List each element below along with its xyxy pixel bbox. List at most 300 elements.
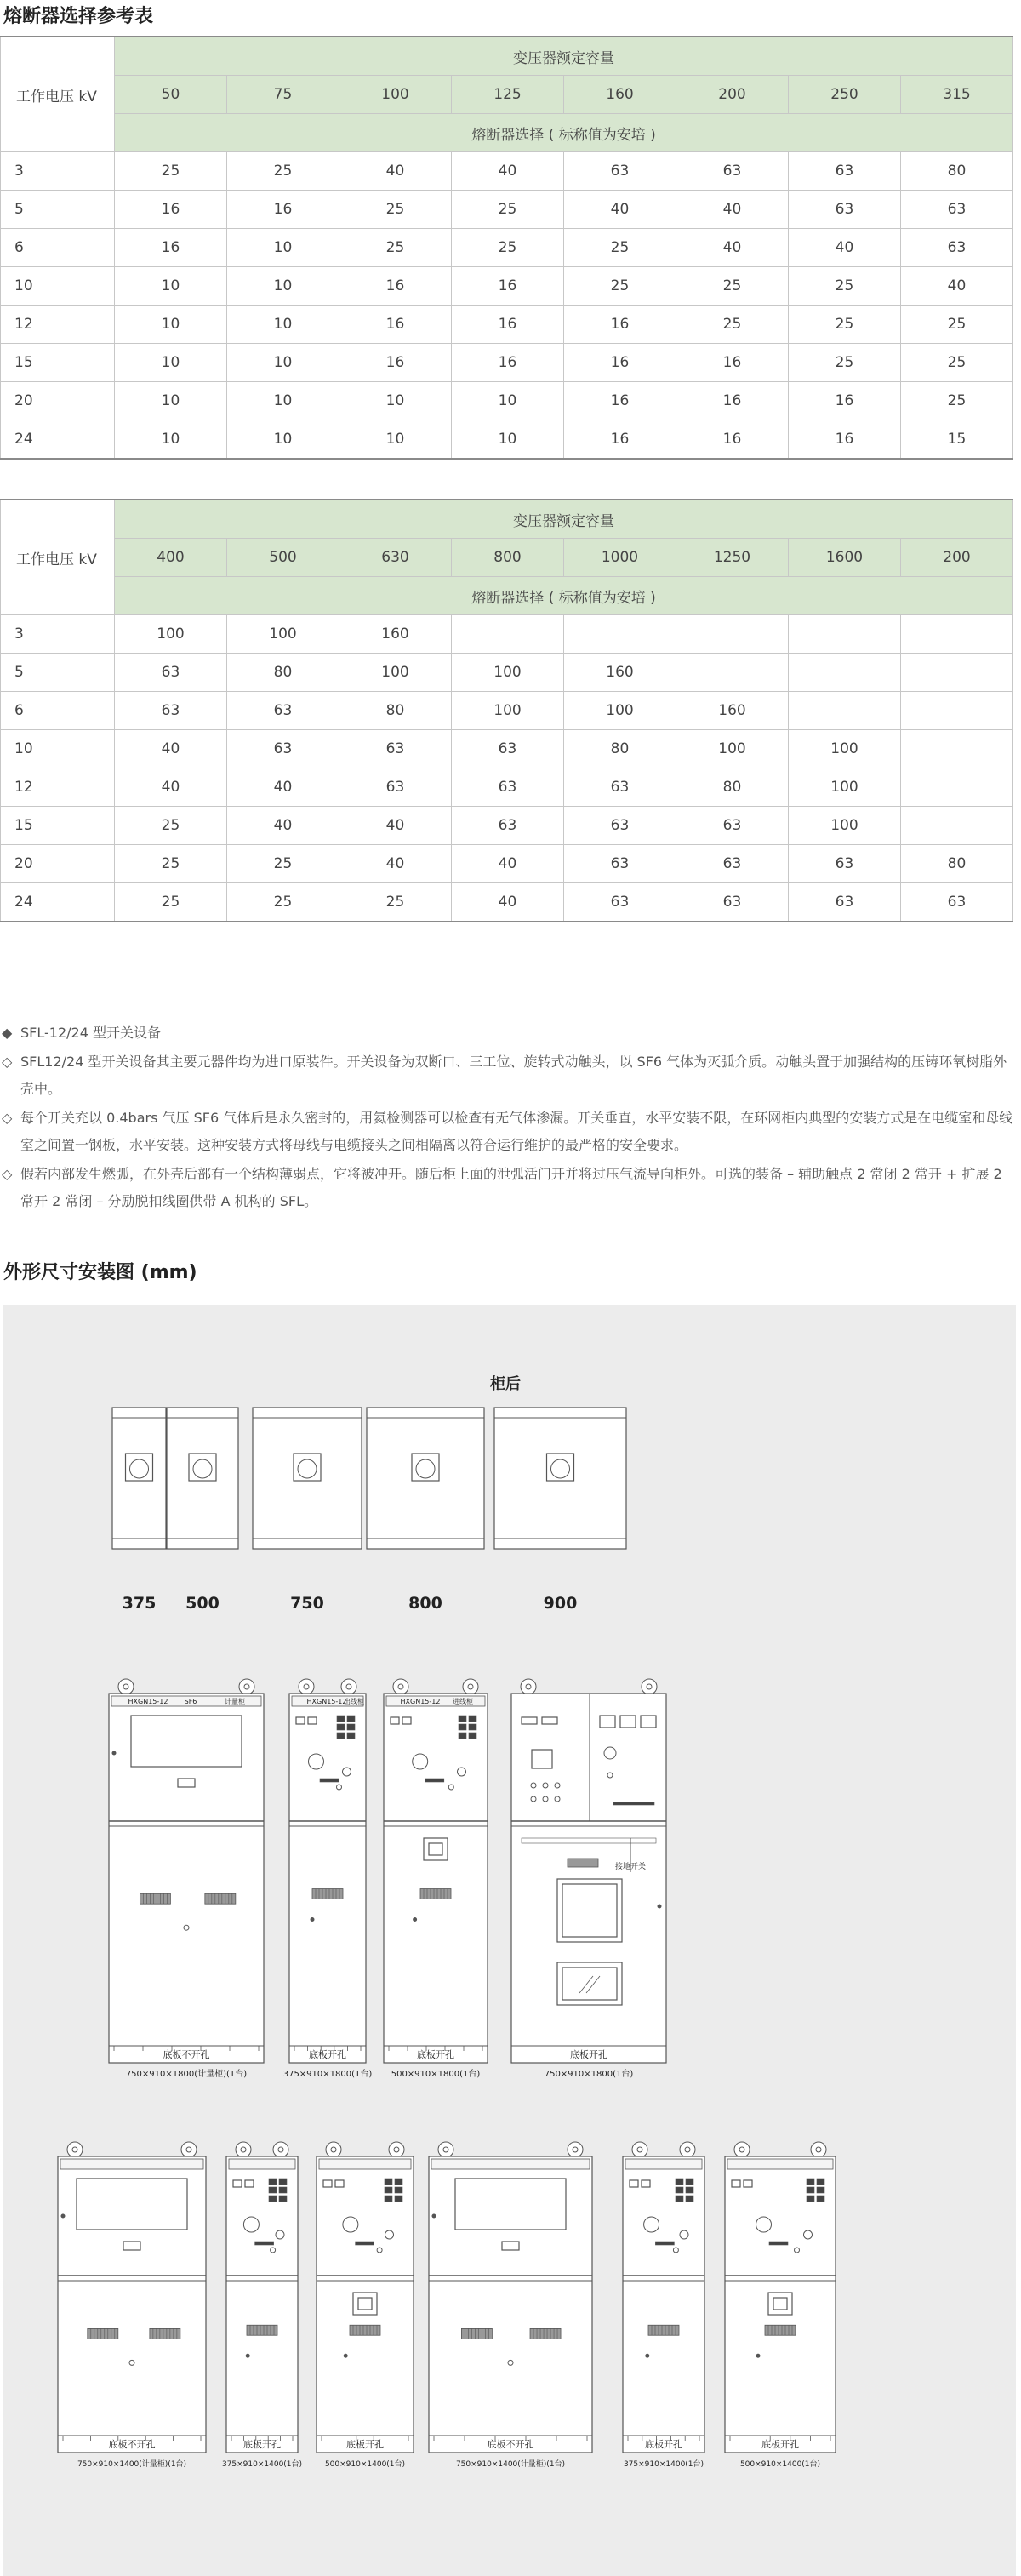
table-cell: 10 <box>452 382 564 420</box>
capacity-col-0: 400 <box>115 539 227 577</box>
switch-button <box>337 1733 345 1739</box>
table-row <box>1 654 1013 692</box>
lifting-eye-hole <box>637 2147 642 2152</box>
row-voltage: 12 <box>1 306 115 344</box>
description-text: SFL12/24 型开关设备其主要元器件均为进口原装件。开关设备为双断口、三工位、旋转式动触头，以 SF6 气体为灭弧介质。动触头置于加强结构的压铸环氧树脂外壳中。 <box>20 1054 1007 1097</box>
door-knob-icon <box>508 2360 513 2365</box>
switch-button <box>269 2179 277 2185</box>
table-cell: 160 <box>339 615 452 654</box>
table-cell: 63 <box>452 807 564 845</box>
knob-icon <box>531 1783 536 1788</box>
cabinet-caption: 750×910×1800(1台) <box>544 2070 634 2079</box>
table-cell: 10 <box>227 229 339 267</box>
cabinet-header <box>625 2159 702 2169</box>
cabinet-caption: 500×910×1400(1台) <box>324 2460 406 2469</box>
table-cell: 16 <box>676 382 789 420</box>
table-cell: 100 <box>789 768 901 807</box>
cabinet-caption: 500×910×1400(1台) <box>739 2460 821 2469</box>
table-cell: 16 <box>676 420 789 460</box>
table-cell <box>789 615 901 654</box>
description-text: 每个开关充以 0.4bars 气压 SF6 气体后是永久密封的，用氦检测器可以检查有无气体渗漏。开关垂直，水平安装不限，在环网柜内典型的安装方式是在电缆室和母线室之间置一钢板，水平安装。这种安装方式将母线与电缆接头之间相隔离以符合运行维护的最严格的安全要求。 <box>20 1110 1013 1153</box>
table-row <box>1 883 1013 922</box>
cabinet-caption: 750×910×1400(计量柜)(1台) <box>455 2460 566 2469</box>
description-text: SFL-12/24 型开关设备 <box>20 1025 161 1041</box>
door-handle-icon <box>414 1918 417 1922</box>
table-cell: 16 <box>452 306 564 344</box>
table-cell: 40 <box>115 730 227 768</box>
description-item <box>0 1161 1017 1215</box>
table-cell: 16 <box>564 306 676 344</box>
panel-head-text: 计量柜 <box>225 1698 245 1705</box>
lifting-eye-hole <box>123 1684 128 1689</box>
knob-icon <box>337 1785 342 1790</box>
row-voltage: 20 <box>1 845 115 883</box>
table-cell: 10 <box>227 267 339 306</box>
capacity-col-1: 500 <box>227 539 339 577</box>
table-cell: 63 <box>115 692 227 730</box>
position-slot <box>613 1802 654 1805</box>
table-cell: 80 <box>564 730 676 768</box>
lifting-eye-hole <box>398 1684 403 1689</box>
vent-grille <box>420 1889 451 1899</box>
table-cell: 10 <box>227 382 339 420</box>
door-label: 接地开关 <box>614 1863 647 1871</box>
capacity-col-3: 125 <box>452 76 564 114</box>
table-cell: 63 <box>676 845 789 883</box>
table-cell: 25 <box>115 152 227 191</box>
table-cell: 63 <box>115 654 227 692</box>
table-row <box>1 807 1013 845</box>
fuse-table-2 <box>0 499 1013 922</box>
table-row <box>1 768 1013 807</box>
floor-label: 底板开孔 <box>417 2049 454 2060</box>
table-cell <box>564 615 676 654</box>
lifting-eye-hole <box>526 1684 531 1689</box>
cabinet-drawings <box>3 1305 1016 2576</box>
switch-button <box>279 2187 287 2193</box>
table-cell: 63 <box>564 152 676 191</box>
table-cell: 25 <box>115 883 227 922</box>
lifting-eye-hole <box>468 1684 473 1689</box>
table-cell: 10 <box>115 306 227 344</box>
lifting-eye-hole <box>244 1684 249 1689</box>
capacity-col-6: 250 <box>789 76 901 114</box>
vent-grille <box>530 2328 561 2339</box>
table-cell: 10 <box>115 344 227 382</box>
lifting-eye-hole <box>647 1684 652 1689</box>
table-cell: 40 <box>339 152 452 191</box>
lifting-eye-hole <box>304 1684 309 1689</box>
table-cell: 40 <box>452 152 564 191</box>
table-cell: 25 <box>901 306 1013 344</box>
table-cell: 63 <box>452 768 564 807</box>
table-cell: 16 <box>789 420 901 460</box>
table-cell: 10 <box>115 267 227 306</box>
vent-grille <box>140 1893 170 1904</box>
switch-button <box>337 1724 345 1730</box>
description-item <box>0 1048 1017 1103</box>
rear-width-label: 375 <box>122 1594 157 1613</box>
cabinet-caption: 375×910×1400(1台) <box>623 2460 704 2469</box>
lifting-eye-hole <box>346 1684 351 1689</box>
table-cell: 100 <box>227 615 339 654</box>
door-knob-icon <box>129 2360 134 2365</box>
capacity-header: 变压器额定容量 <box>115 500 1013 539</box>
table-cell: 25 <box>901 344 1013 382</box>
rear-width-label: 800 <box>408 1594 442 1613</box>
switch-button <box>459 1724 466 1730</box>
knob-icon <box>795 2248 800 2253</box>
vent-grille <box>150 2328 180 2339</box>
table-cell: 63 <box>339 768 452 807</box>
table-cell: 100 <box>339 654 452 692</box>
table-cell: 80 <box>901 152 1013 191</box>
row-voltage: 6 <box>1 692 115 730</box>
row-voltage: 5 <box>1 191 115 229</box>
capacity-col-4: 1000 <box>564 539 676 577</box>
capacity-col-7: 315 <box>901 76 1013 114</box>
row-voltage: 24 <box>1 883 115 922</box>
table-cell: 63 <box>564 883 676 922</box>
lifting-eye-hole <box>685 2147 690 2152</box>
table-cell: 25 <box>564 229 676 267</box>
door-knob-icon <box>184 1925 189 1930</box>
table-cell: 63 <box>339 730 452 768</box>
table-cell: 40 <box>227 768 339 807</box>
switch-button <box>686 2179 693 2185</box>
cabinet-header <box>60 2159 203 2169</box>
floor-label: 底板开孔 <box>309 2049 346 2060</box>
switch-button <box>469 1716 476 1722</box>
vent-grille <box>247 2325 277 2335</box>
cabinet-body <box>58 2156 206 2453</box>
vent-grille <box>568 1859 598 1867</box>
table-cell: 16 <box>115 229 227 267</box>
switch-button <box>676 2179 683 2185</box>
table-cell: 80 <box>227 654 339 692</box>
capacity-col-5: 200 <box>676 76 789 114</box>
table-cell: 10 <box>339 382 452 420</box>
door-handle-icon <box>658 1905 661 1908</box>
switch-button <box>385 2179 392 2185</box>
table-cell: 63 <box>676 883 789 922</box>
row-voltage: 24 <box>1 420 115 460</box>
switch-button <box>459 1733 466 1739</box>
table-cell: 40 <box>676 191 789 229</box>
lifting-eye-hole <box>816 2147 821 2152</box>
lifting-eye-hole <box>331 2147 336 2152</box>
knob-icon <box>555 1783 560 1788</box>
table-cell <box>901 768 1013 807</box>
capacity-col-0: 50 <box>115 76 227 114</box>
table-row <box>1 229 1013 267</box>
capacity-col-7: 200 <box>901 539 1013 577</box>
switch-button <box>807 2187 814 2193</box>
table-cell: 16 <box>115 191 227 229</box>
table-row <box>1 306 1013 344</box>
switch-button <box>337 1716 345 1722</box>
vent-grille <box>648 2325 679 2335</box>
switch-button <box>279 2179 287 2185</box>
bullet-marker: ◆ <box>2 1025 13 1041</box>
table-cell: 10 <box>227 306 339 344</box>
door-handle-icon <box>756 2354 760 2357</box>
cabinet-body <box>289 1694 366 2063</box>
row-voltage: 20 <box>1 382 115 420</box>
cabinet-caption: 375×910×1400(1台) <box>221 2460 303 2469</box>
switch-button <box>385 2187 392 2193</box>
panel-head-text: 出线柜 <box>344 1698 364 1705</box>
knob-icon <box>271 2248 276 2253</box>
table-row <box>1 152 1013 191</box>
cabinet-header <box>727 2159 833 2169</box>
lifting-eye-hole <box>278 2147 283 2152</box>
table-cell: 100 <box>452 654 564 692</box>
cabinet-caption: 750×910×1800(计量柜)(1台) <box>125 2070 248 2079</box>
door-handle-icon <box>344 2354 347 2357</box>
table-cell: 25 <box>339 883 452 922</box>
rear-view-label: 柜后 <box>490 1375 521 1393</box>
knob-icon <box>543 1796 548 1802</box>
description-item <box>0 1105 1017 1159</box>
table-cell <box>452 615 564 654</box>
floor-label: 底板不开孔 <box>487 2439 534 2450</box>
switch-button <box>347 1724 355 1730</box>
bullet-marker: ◇ <box>2 1054 13 1070</box>
table-cell: 63 <box>901 229 1013 267</box>
cabinet-header <box>319 2159 411 2169</box>
cabinet-body <box>109 1694 264 2063</box>
description-list <box>0 1020 1017 1217</box>
voltage-header: 工作电压 kV <box>1 37 115 152</box>
floor-label: 底板不开孔 <box>108 2439 156 2450</box>
table-cell: 25 <box>901 382 1013 420</box>
table-cell: 10 <box>452 420 564 460</box>
fuse-header: 熔断器选择 ( 标称值为安培 ) <box>115 577 1013 615</box>
table-cell: 25 <box>789 306 901 344</box>
door-handle-icon <box>112 1751 116 1755</box>
table-cell: 25 <box>564 267 676 306</box>
table-cell: 63 <box>452 730 564 768</box>
table-cell: 100 <box>452 692 564 730</box>
row-voltage: 15 <box>1 807 115 845</box>
floor-label: 底板开孔 <box>645 2439 682 2450</box>
table-cell: 16 <box>227 191 339 229</box>
table-cell: 63 <box>564 807 676 845</box>
table-cell: 80 <box>339 692 452 730</box>
vent-grille <box>312 1889 343 1899</box>
door-handle-icon <box>432 2214 436 2218</box>
cabinet-caption: 500×910×1800(1台) <box>391 2070 481 2079</box>
table-cell: 25 <box>676 267 789 306</box>
table-cell: 16 <box>452 344 564 382</box>
table-cell <box>901 730 1013 768</box>
table-cell: 16 <box>564 344 676 382</box>
table-cell: 100 <box>115 615 227 654</box>
cabinet-body <box>384 1694 488 2063</box>
vent-grille <box>350 2325 380 2335</box>
position-slot <box>769 2242 788 2245</box>
floor-label: 底板开孔 <box>346 2439 384 2450</box>
table-cell: 25 <box>227 845 339 883</box>
vent-grille <box>88 2328 118 2339</box>
table-cell: 40 <box>339 845 452 883</box>
knob-icon <box>607 1773 613 1778</box>
table-cell: 25 <box>227 883 339 922</box>
row-voltage: 15 <box>1 344 115 382</box>
table-row <box>1 420 1013 460</box>
door-handle-icon <box>61 2214 65 2218</box>
table-row <box>1 191 1013 229</box>
table-cell <box>901 807 1013 845</box>
capacity-header: 变压器额定容量 <box>115 37 1013 76</box>
table-cell: 80 <box>676 768 789 807</box>
cabinet-header <box>431 2159 590 2169</box>
table-cell: 63 <box>789 152 901 191</box>
position-slot <box>320 1779 339 1782</box>
table-cell: 63 <box>564 768 676 807</box>
table-row <box>1 845 1013 883</box>
switch-button <box>269 2196 277 2202</box>
table-row <box>1 615 1013 654</box>
position-slot <box>356 2242 374 2245</box>
table-cell: 63 <box>901 883 1013 922</box>
switch-button <box>269 2187 277 2193</box>
switch-button <box>676 2196 683 2202</box>
table-cell: 10 <box>115 382 227 420</box>
lifting-eye-hole <box>241 2147 246 2152</box>
table-cell: 10 <box>339 420 452 460</box>
table-cell: 160 <box>564 654 676 692</box>
voltage-header: 工作电压 kV <box>1 500 115 615</box>
bullet-marker: ◇ <box>2 1166 13 1182</box>
table-cell <box>901 654 1013 692</box>
table-row <box>1 344 1013 382</box>
vent-grille <box>461 2328 492 2339</box>
table-cell: 16 <box>339 267 452 306</box>
table-cell: 40 <box>564 191 676 229</box>
capacity-col-2: 100 <box>339 76 452 114</box>
row-voltage: 10 <box>1 267 115 306</box>
lifting-eye-hole <box>443 2147 448 2152</box>
position-slot <box>425 1779 444 1782</box>
knob-icon <box>673 2248 678 2253</box>
table-cell: 63 <box>789 191 901 229</box>
table-cell: 40 <box>339 807 452 845</box>
table-cell: 16 <box>789 382 901 420</box>
description-item <box>0 1020 1017 1047</box>
lifting-eye-hole <box>394 2147 399 2152</box>
bullet-marker: ◇ <box>2 1110 13 1126</box>
table-cell: 16 <box>339 306 452 344</box>
switch-button <box>395 2196 402 2202</box>
switch-button <box>817 2196 824 2202</box>
table-cell: 15 <box>901 420 1013 460</box>
door-handle-icon <box>646 2354 649 2357</box>
table-cell: 25 <box>789 267 901 306</box>
panel-head-text: HXGN15-12 <box>306 1698 347 1705</box>
fuse-table-1 <box>0 36 1013 460</box>
table-cell: 63 <box>676 152 789 191</box>
panel-head-text: HXGN15-12 <box>128 1698 168 1705</box>
switch-button <box>686 2196 693 2202</box>
table-cell: 10 <box>227 344 339 382</box>
rear-width-label: 900 <box>543 1594 578 1613</box>
table-cell: 100 <box>789 807 901 845</box>
table-cell: 160 <box>676 692 789 730</box>
vent-grille <box>205 1893 236 1904</box>
door-handle-icon <box>311 1918 314 1922</box>
table-cell: 16 <box>564 382 676 420</box>
rear-width-label: 500 <box>185 1594 220 1613</box>
row-voltage: 3 <box>1 152 115 191</box>
row-voltage: 3 <box>1 615 115 654</box>
panel-head-text: 进线柜 <box>453 1698 473 1705</box>
capacity-col-1: 75 <box>227 76 339 114</box>
table-cell: 25 <box>339 191 452 229</box>
table-cell: 63 <box>676 807 789 845</box>
fuse-header: 熔断器选择 ( 标称值为安培 ) <box>115 114 1013 152</box>
table-cell: 63 <box>789 883 901 922</box>
knob-icon <box>448 1785 453 1790</box>
knob-icon <box>543 1783 548 1788</box>
panel-head-text: SF6 <box>184 1698 197 1705</box>
switch-button <box>469 1733 476 1739</box>
table-cell: 16 <box>676 344 789 382</box>
table-cell <box>789 654 901 692</box>
table-row <box>1 267 1013 306</box>
cabinet-body <box>226 2156 298 2453</box>
row-voltage: 6 <box>1 229 115 267</box>
installation-drawing <box>3 1305 1016 2576</box>
capacity-col-2: 630 <box>339 539 452 577</box>
cabinet-body <box>429 2156 592 2453</box>
switch-button <box>395 2187 402 2193</box>
lifting-eye-hole <box>573 2147 578 2152</box>
switch-button <box>279 2196 287 2202</box>
switch-button <box>395 2179 402 2185</box>
panel-head-text: HXGN15-12 <box>400 1698 441 1705</box>
table-cell: 100 <box>564 692 676 730</box>
table-cell: 63 <box>227 692 339 730</box>
floor-label: 底板开孔 <box>761 2439 799 2450</box>
cabinet-caption: 750×910×1400(计量柜)(1台) <box>77 2460 187 2469</box>
switch-button <box>817 2179 824 2185</box>
switch-button <box>807 2196 814 2202</box>
table-row <box>1 730 1013 768</box>
table-cell: 16 <box>564 420 676 460</box>
table-cell: 25 <box>789 344 901 382</box>
table-cell: 40 <box>115 768 227 807</box>
table-cell: 25 <box>339 229 452 267</box>
switch-button <box>469 1724 476 1730</box>
position-slot <box>255 2242 274 2245</box>
table-cell: 16 <box>339 344 452 382</box>
table-cell: 40 <box>227 807 339 845</box>
lifting-eye-hole <box>186 2147 191 2152</box>
table-cell: 40 <box>789 229 901 267</box>
table-cell: 100 <box>676 730 789 768</box>
position-slot <box>655 2242 674 2245</box>
row-voltage: 10 <box>1 730 115 768</box>
switch-button <box>807 2179 814 2185</box>
table-cell: 25 <box>115 807 227 845</box>
switch-button <box>686 2187 693 2193</box>
table-cell: 63 <box>789 845 901 883</box>
switch-button <box>347 1716 355 1722</box>
table-cell: 100 <box>789 730 901 768</box>
table-cell: 25 <box>452 191 564 229</box>
